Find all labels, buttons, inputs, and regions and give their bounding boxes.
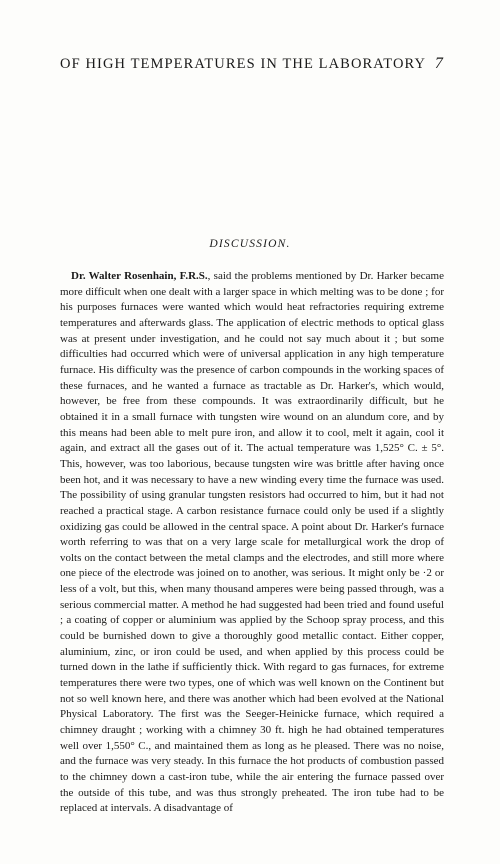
paragraph-body: , said the problems mentioned by Dr. Harker became more difficult when one dealt with a larger space in which melting was to be done ; for his purposes furnaces were wanted which would heat refractories requiring extreme temperatures and afterwards glass. The application of electric methods to optical glass was at present under investigation, and he could not say much about it ; but some difficulties had occurred which were of universal application in any high temperature furnace. His difficulty was the presence of carbon compounds in the working spaces of these furnaces, and he wanted a furnace as tractable as Dr. Harker's, which would, however, be free from these compounds. It was extraordinarily difficult, but he obtained it in a small furnace with tungsten wire wound on an alundum core, and by this means had been able to melt pure iron, and allow it to cool, melt it again, cool it again, and extract all the gases out of it. The actual temperature was 1,525° C. ± 5°. This, however, was too laborious, because tungsten wire was brittle after having once been hot, and it was necessary to have a new winding every time the furnace was used. The possibility of using granular tungsten resistors had occurred to him, but it had not reached a practical stage. A carbon resistance furnace could only be used if a slightly oxidizing gas could be allowed in the central space. A point about Dr. Harker's furnace worth referring to was that on a very large scale for metallurgical work the drop of volts on the contact between the metal clamps and the electrodes, and still more where one piece of the electrode was joined on to another, was serious. It might only be ·2 or less of a volt, but this, when many thousand amperes were being passed through, was a serious commercial matter. A method he had suggested had been tried and found useful ; a coating of copper or aluminium was applied by the Schoop spray process, and this could be burnished down to give a thoroughly good metallic contact. Either copper, aluminium, zinc, or iron could be used, and when applied by this process could be turned down in the lathe if sufficiently thick. With regard to gas furnaces, for extreme temperatures there were two types, one of which was well known on the Continent but not so well known here, and there was another which had been evolved at the National Physical Laboratory. The first was the Seeger-Heinicke furnace, which required a chimney draught ; working with a chimney 30 ft. high he had obtained temperatures well over 1,550° C., and maintained them as long as he pleased. There was no noise, and the furnace was very steady. In this furnace the hot products of combustion passed to the chimney down a cast-iron tube, while the air entering the furnace passed over the outside of this tube, and was thus strongly preheated. The iron tube had to be replaced at intervals. A disadvantage of — [60, 270, 444, 815]
running-head — [60, 56, 444, 76]
section-heading: DISCUSSION. — [209, 238, 291, 250]
page-number: 7 — [434, 55, 444, 72]
discussion-paragraph — [60, 269, 444, 817]
running-head-title: OF HIGH TEMPERATURES IN THE LABORATORY — [60, 56, 427, 72]
speaker-name: Dr. Walter Rosenhain, F.R.S. — [71, 270, 208, 282]
